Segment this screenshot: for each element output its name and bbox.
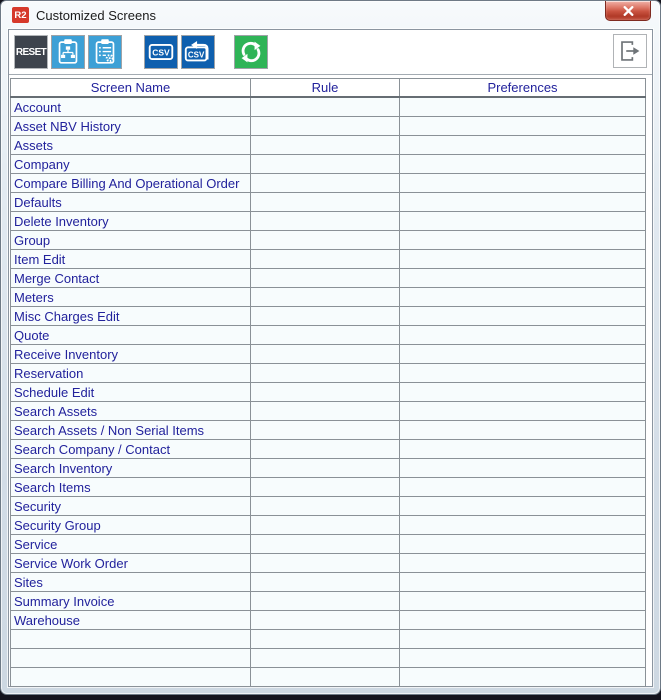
- exit-button[interactable]: [613, 34, 647, 68]
- table-row[interactable]: [11, 554, 646, 573]
- screen-name-cell[interactable]: Search Items: [11, 478, 251, 497]
- rule-cell[interactable]: [251, 535, 400, 554]
- screen-name-cell[interactable]: Warehouse: [11, 611, 251, 630]
- preferences-cell[interactable]: [400, 250, 646, 269]
- table-row[interactable]: [11, 573, 646, 592]
- sync-arrows-icon: [235, 35, 267, 69]
- rule-cell[interactable]: [251, 136, 400, 155]
- export-csv-button[interactable]: [144, 35, 178, 69]
- preferences-cell[interactable]: [400, 649, 646, 668]
- preferences-cell[interactable]: [400, 592, 646, 611]
- client-area: [8, 29, 653, 687]
- screen-name-cell[interactable]: Meters: [11, 288, 251, 307]
- rule-cell[interactable]: [251, 554, 400, 573]
- preferences-cell[interactable]: [400, 326, 646, 345]
- csv-box-icon: [145, 35, 177, 69]
- screen-settings-button[interactable]: [88, 35, 122, 69]
- preferences-cell[interactable]: [400, 668, 646, 687]
- rule-cell[interactable]: [251, 649, 400, 668]
- app-icon-r2: R2: [12, 7, 29, 23]
- preferences-cell[interactable]: [400, 611, 646, 630]
- screen-name-cell[interactable]: Service: [11, 535, 251, 554]
- screen-name-cell[interactable]: Receive Inventory: [11, 345, 251, 364]
- preferences-cell[interactable]: [400, 459, 646, 478]
- table-row[interactable]: [11, 231, 646, 250]
- preferences-cell[interactable]: [400, 174, 646, 193]
- rule-cell[interactable]: [251, 269, 400, 288]
- screen-name-cell[interactable]: Summary Invoice: [11, 592, 251, 611]
- refresh-button[interactable]: [234, 35, 268, 69]
- screen-name-cell[interactable]: Security: [11, 497, 251, 516]
- reset-button[interactable]: RESET: [14, 35, 48, 69]
- preferences-cell[interactable]: [400, 288, 646, 307]
- table-row[interactable]: [11, 326, 646, 345]
- column-header-screen-name[interactable]: Screen Name: [11, 79, 251, 98]
- rule-cell[interactable]: [251, 630, 400, 649]
- table-row[interactable]: [11, 630, 646, 649]
- screen-name-cell[interactable]: Assets: [11, 136, 251, 155]
- rule-cell[interactable]: [251, 326, 400, 345]
- rule-cell[interactable]: [251, 440, 400, 459]
- screen-name-cell[interactable]: Reservation: [11, 364, 251, 383]
- table-row[interactable]: [11, 459, 646, 478]
- preferences-cell[interactable]: [400, 307, 646, 326]
- preferences-cell[interactable]: [400, 478, 646, 497]
- table-row[interactable]: [11, 269, 646, 288]
- rule-cell[interactable]: [251, 345, 400, 364]
- table-row[interactable]: [11, 516, 646, 535]
- rule-cell[interactable]: [251, 212, 400, 231]
- rule-cell[interactable]: [251, 592, 400, 611]
- table-row[interactable]: [11, 497, 646, 516]
- screen-name-cell[interactable]: Schedule Edit: [11, 383, 251, 402]
- table-row[interactable]: [11, 117, 646, 136]
- table-row[interactable]: [11, 193, 646, 212]
- preferences-cell[interactable]: [400, 364, 646, 383]
- preferences-cell[interactable]: [400, 497, 646, 516]
- screen-name-cell[interactable]: Item Edit: [11, 250, 251, 269]
- table-row[interactable]: [11, 402, 646, 421]
- svg-text:CSV: CSV: [152, 47, 170, 58]
- preferences-cell[interactable]: [400, 136, 646, 155]
- screen-layout-button[interactable]: [51, 35, 85, 69]
- grid-container: [9, 75, 652, 687]
- preferences-cell[interactable]: [400, 554, 646, 573]
- table-row[interactable]: [11, 136, 646, 155]
- preferences-cell[interactable]: [400, 516, 646, 535]
- table-row[interactable]: [11, 649, 646, 668]
- rule-cell[interactable]: [251, 516, 400, 535]
- table-row[interactable]: [11, 421, 646, 440]
- table-row[interactable]: [11, 535, 646, 554]
- table-row[interactable]: [11, 345, 646, 364]
- screen-name-cell[interactable]: Merge Contact: [11, 269, 251, 288]
- screen-name-cell[interactable]: Delete Inventory: [11, 212, 251, 231]
- column-header-rule[interactable]: Rule: [251, 79, 400, 98]
- preferences-cell[interactable]: [400, 402, 646, 421]
- preferences-cell[interactable]: [400, 535, 646, 554]
- rule-cell[interactable]: [251, 611, 400, 630]
- preferences-cell[interactable]: [400, 231, 646, 250]
- preferences-cell[interactable]: [400, 193, 646, 212]
- preferences-cell[interactable]: [400, 573, 646, 592]
- window-title: Customized Screens: [36, 7, 156, 23]
- table-row[interactable]: [11, 307, 646, 326]
- rule-cell[interactable]: [251, 250, 400, 269]
- screen-name-cell[interactable]: Asset NBV History: [11, 117, 251, 136]
- x-icon: [623, 6, 634, 16]
- screen-name-cell[interactable]: Company: [11, 155, 251, 174]
- screen-name-cell[interactable]: Group: [11, 231, 251, 250]
- rule-cell[interactable]: [251, 478, 400, 497]
- rule-cell[interactable]: [251, 497, 400, 516]
- screen-name-cell[interactable]: [11, 649, 251, 668]
- import-csv-button[interactable]: [181, 35, 215, 69]
- rule-cell[interactable]: [251, 421, 400, 440]
- preferences-cell[interactable]: [400, 383, 646, 402]
- rule-cell[interactable]: [251, 573, 400, 592]
- rule-cell[interactable]: [251, 459, 400, 478]
- clipboard-flowchart-icon: [52, 35, 84, 69]
- preferences-cell[interactable]: [400, 421, 646, 440]
- rule-cell[interactable]: [251, 383, 400, 402]
- svg-text:CSV: CSV: [187, 50, 205, 60]
- table-row[interactable]: [11, 288, 646, 307]
- table-row[interactable]: [11, 592, 646, 611]
- screen-name-cell[interactable]: Search Assets / Non Serial Items: [11, 421, 251, 440]
- header-row: [11, 79, 646, 98]
- table-row[interactable]: [11, 155, 646, 174]
- screen-name-cell[interactable]: Search Company / Contact: [11, 440, 251, 459]
- screen-name-cell[interactable]: Account: [11, 97, 251, 117]
- preferences-cell[interactable]: [400, 345, 646, 364]
- screen-name-cell[interactable]: Defaults: [11, 193, 251, 212]
- screen-name-cell[interactable]: [11, 630, 251, 649]
- preferences-cell[interactable]: [400, 212, 646, 231]
- preferences-cell[interactable]: [400, 155, 646, 174]
- table-row[interactable]: [11, 440, 646, 459]
- screen-name-cell[interactable]: [11, 668, 251, 687]
- table-row[interactable]: [11, 383, 646, 402]
- screens-table: [10, 78, 646, 687]
- preferences-cell[interactable]: [400, 117, 646, 136]
- table-row[interactable]: [11, 478, 646, 497]
- exit-door-arrow-icon: [614, 34, 646, 68]
- rule-cell[interactable]: [251, 155, 400, 174]
- preferences-cell[interactable]: [400, 269, 646, 288]
- rule-cell[interactable]: [251, 402, 400, 421]
- titlebar: [1, 1, 660, 29]
- screen-name-cell[interactable]: Security Group: [11, 516, 251, 535]
- rule-cell[interactable]: [251, 668, 400, 687]
- table-row[interactable]: [11, 97, 646, 117]
- table-row[interactable]: [11, 364, 646, 383]
- rule-cell[interactable]: [251, 97, 400, 117]
- rule-cell[interactable]: [251, 364, 400, 383]
- rule-cell[interactable]: [251, 174, 400, 193]
- preferences-cell[interactable]: [400, 440, 646, 459]
- close-button[interactable]: [605, 1, 651, 21]
- table-row[interactable]: [11, 174, 646, 193]
- screen-name-cell[interactable]: Misc Charges Edit: [11, 307, 251, 326]
- rule-cell[interactable]: [251, 117, 400, 136]
- screen-name-cell[interactable]: Search Inventory: [11, 459, 251, 478]
- screen-name-cell[interactable]: Service Work Order: [11, 554, 251, 573]
- csv-import-arrow-icon: [182, 35, 214, 69]
- table-row[interactable]: [11, 668, 646, 687]
- column-header-preferences[interactable]: Preferences: [400, 79, 646, 98]
- screen-name-cell[interactable]: Quote: [11, 326, 251, 345]
- screen-name-cell[interactable]: Search Assets: [11, 402, 251, 421]
- table-row[interactable]: [11, 212, 646, 231]
- toolbar: [9, 30, 652, 75]
- rule-cell[interactable]: [251, 288, 400, 307]
- screen-name-cell[interactable]: Sites: [11, 573, 251, 592]
- rule-cell[interactable]: [251, 307, 400, 326]
- rule-cell[interactable]: [251, 193, 400, 212]
- table-row[interactable]: [11, 250, 646, 269]
- preferences-cell[interactable]: [400, 630, 646, 649]
- rule-cell[interactable]: [251, 231, 400, 250]
- screen-name-cell[interactable]: Compare Billing And Operational Order: [11, 174, 251, 193]
- preferences-cell[interactable]: [400, 97, 646, 117]
- table-row[interactable]: [11, 611, 646, 630]
- clipboard-gear-icon: [89, 35, 121, 69]
